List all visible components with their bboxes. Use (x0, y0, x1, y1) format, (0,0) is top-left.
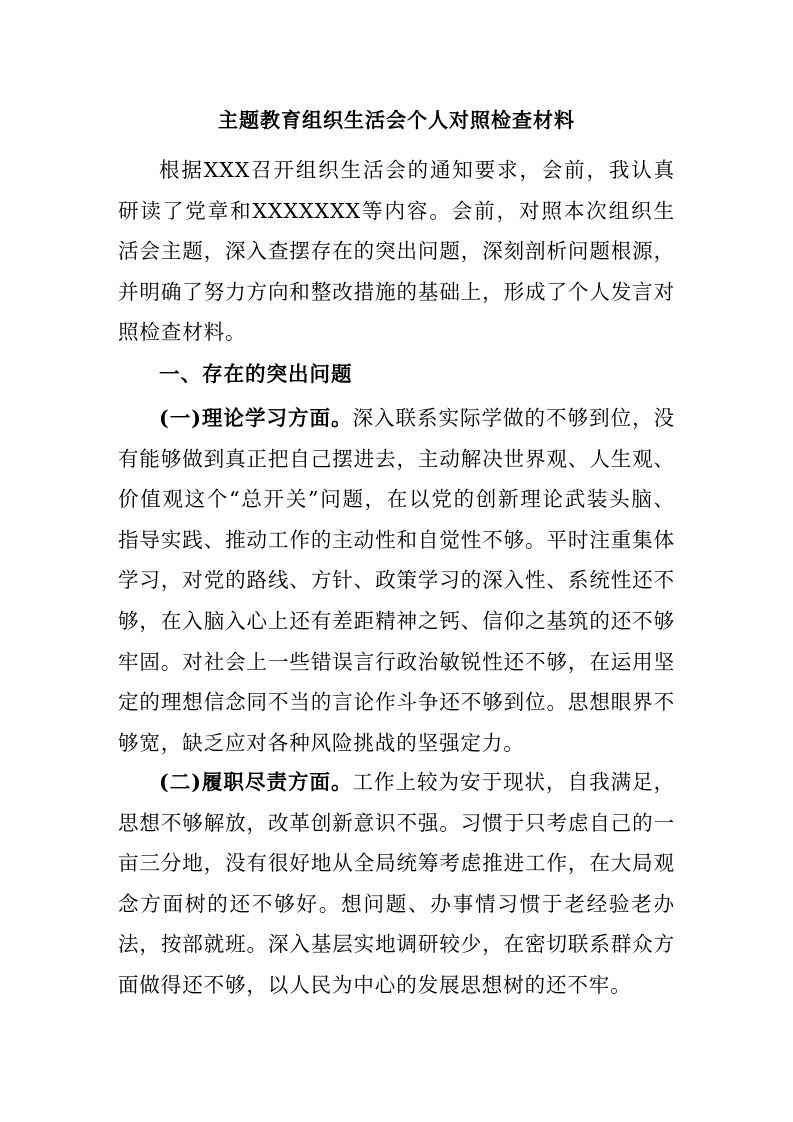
theory-study-paragraph (118, 398, 675, 763)
theory-study-text: 深入联系实际学做的不够到位，没有能够做到真正把自己摆进去，主动解决世界观、人生观、价值观这个“总开关”问题，在以党的创新理论武装头脑、指导实践、推动工作的主动性和自觉性不够。平时注重集体学习，对党的路线、方针、政策学习的深入性、系统性还不够，在入脑入心上还有差距精神之钙、信仰之基筑的还不够牢固。对社会上一些错误言行政治敏锐性还不够，在运用坚定的理想信念同不当的言论作斗争还不够到位。思想眼界不够宽，缺乏应对各种风险挑战的坚强定力。 (118, 406, 675, 755)
section-heading-problems: 一、存在的突出问题 (159, 362, 353, 386)
document-title: 主题教育组织生活会个人对照检查材料 (218, 108, 575, 132)
intro-paragraph: 根据XXX召开组织生活会的通知要求，会前，我认真研读了党章和XXXXXXX等内容。会前，对照本次组织生活会主题，深入查摆存在的突出问题，深刻剖析问题根源，并明确了努力方向和整改措施的基础上，形成了个人发言对照检查材料。 (118, 158, 675, 345)
duty-performance-paragraph (118, 762, 675, 1006)
theory-study-lead: (一)理论学习方面。 (159, 406, 353, 430)
duty-performance-text: 工作上较为安于现状，自我满足，思想不够解放，改革创新意识不强。习惯于只考虑自己的一亩三分地，没有很好地从全局统筹考虑推进工作，在大局观念方面树的还不够好。想问题、办事情习惯于老经验老办法，按部就班。深入基层实地调研较少，在密切联系群众方面做得还不够，以人民为中心的发展思想树的还不牢。 (118, 770, 675, 997)
duty-performance-lead: (二)履职尽责方面。 (159, 770, 353, 794)
